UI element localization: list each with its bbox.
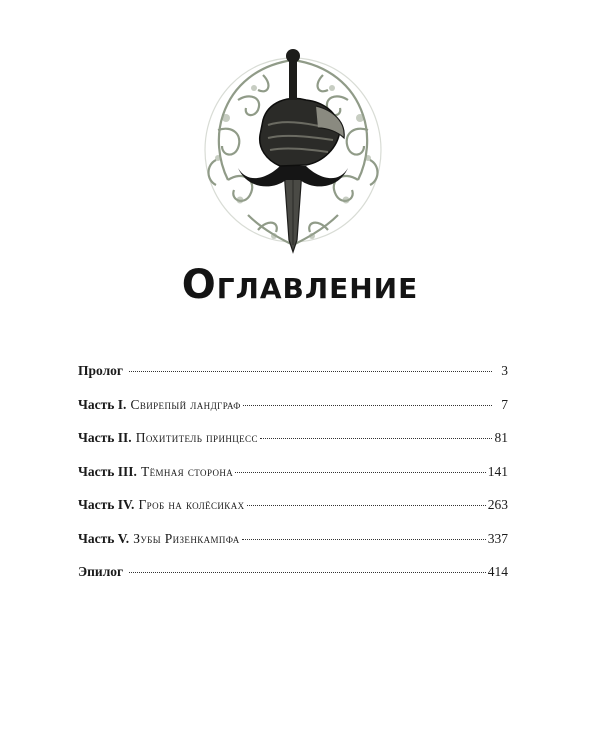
- table-of-contents: [78, 363, 508, 598]
- toc-entry-title: Похититель принцесс: [135, 430, 258, 445]
- toc-entry-title: Зубы Ризенкампфа: [133, 530, 240, 546]
- toc-page-number: 337: [487, 530, 508, 546]
- toc-entry: [78, 531, 508, 565]
- toc-page-number: 3: [501, 363, 508, 378]
- toc-entry-title: Гроб на колёсиках: [138, 497, 245, 512]
- toc-entry-label: Пролог: [78, 363, 124, 378]
- toc-entry: [78, 464, 508, 498]
- dot-leader: [247, 505, 486, 506]
- toc-page-number: 7: [501, 396, 508, 412]
- toc-page-number: 81: [494, 430, 508, 445]
- toc-entry: [78, 397, 508, 431]
- toc-entry-title: Свирепый ландграф: [130, 396, 241, 412]
- toc-page-number: 414: [487, 564, 508, 579]
- dot-leader: [129, 371, 492, 372]
- toc-entry: [78, 564, 508, 598]
- toc-entry-label: Часть II.: [78, 430, 132, 445]
- toc-entry: [78, 497, 508, 531]
- page-title: Оглавление: [181, 262, 419, 308]
- dot-leader: [129, 572, 486, 573]
- toc-entry-title: Тёмная сторона: [140, 463, 234, 479]
- toc-page-number: 263: [487, 497, 508, 512]
- dot-leader: [242, 539, 486, 540]
- toc-entry-label: Эпилог: [78, 564, 124, 579]
- toc-entry: [78, 363, 508, 397]
- toc-entry: [78, 430, 508, 464]
- toc-entry-label: Часть III.: [78, 463, 137, 479]
- toc-entry-label: Часть IV.: [78, 497, 135, 512]
- toc-page-number: 141: [487, 463, 508, 479]
- dot-leader: [260, 438, 492, 439]
- dot-leader: [243, 405, 492, 406]
- dagger-with-ornament-icon: [188, 40, 398, 255]
- toc-entry-label: Часть V.: [78, 530, 130, 546]
- dot-leader: [235, 472, 486, 473]
- toc-entry-label: Часть I.: [78, 396, 127, 412]
